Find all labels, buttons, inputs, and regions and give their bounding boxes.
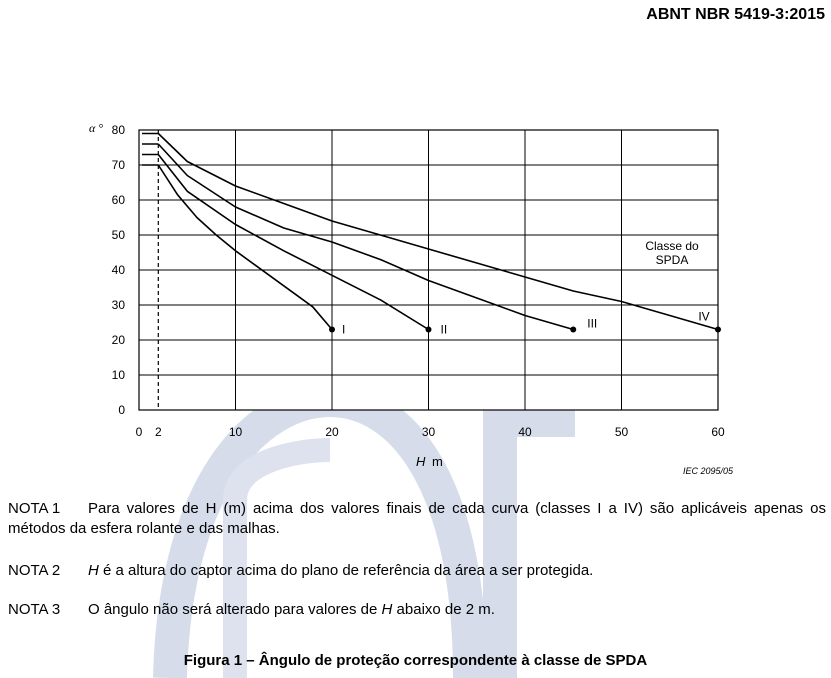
series-label-II: II [440,322,448,337]
x-axis-label-variable: H [416,454,426,469]
note-1 [8,499,826,539]
note-3-label: NOTA 3 [8,601,61,618]
figure-caption: Figura 1 – Ângulo de proteção correspondente à classe de SPDA [183,652,648,669]
y-tick-label-80: 80 [111,123,125,137]
x-tick-label-30: 30 [421,425,436,439]
note-1-text: Para valores de H (m) acima dos valores finais de cada curva (classes I a IV) são aplicáveis apenas os métodos da esfera rolante e das malhas. [8,500,826,537]
note-3-variable: H [381,601,393,618]
note-2-text: é a altura do captor acima do plano de referência da área a ser protegida. [98,562,594,579]
note-2-label: NOTA 2 [8,562,61,579]
standard-code: ABNT NBR 5419-3:2015 [646,6,825,23]
y-tick-label-20: 20 [111,333,125,347]
series-label-I: I [342,322,346,337]
x-tick-label-20: 20 [325,425,339,439]
y-tick-label-10: 10 [111,368,125,382]
y-axis-label: α ° [88,121,104,135]
legend-title-line-1: Classe do [645,239,699,253]
series-end-point-I [329,327,335,333]
series-label-III: III [587,316,598,331]
y-tick-label-50: 50 [111,228,125,242]
note-2 [8,561,826,581]
series-end-point-II [426,327,432,333]
x-tick-label-50: 50 [614,425,629,439]
x-tick-label-10: 10 [228,425,243,439]
x-axis-label-unit: m [432,454,443,469]
source-code: IEC 2095/05 [682,466,734,476]
series-end-point-III [570,327,576,333]
note-3-text: O ângulo não será alterado para valores de [88,601,382,618]
x-tick-label-0: 0 [135,425,143,439]
series-end-point-IV [715,327,721,333]
note-1-label: NOTA 1 [8,500,61,517]
note-2-variable: H [88,562,99,579]
legend-title-line-2: SPDA [655,253,689,267]
x-tick-label-2: 2 [154,425,162,439]
note-3 [8,600,826,620]
note-3-text-after: abaixo de 2 m. [392,601,495,618]
y-tick-label-30: 30 [111,298,125,312]
x-tick-label-40: 40 [518,425,532,439]
y-tick-label-0: 0 [118,403,125,417]
series-label-IV: IV [698,309,710,324]
y-tick-label-40: 40 [111,263,125,277]
y-tick-label-60: 60 [111,193,125,207]
y-tick-label-70: 70 [111,158,125,172]
x-tick-label-60: 60 [711,425,725,439]
